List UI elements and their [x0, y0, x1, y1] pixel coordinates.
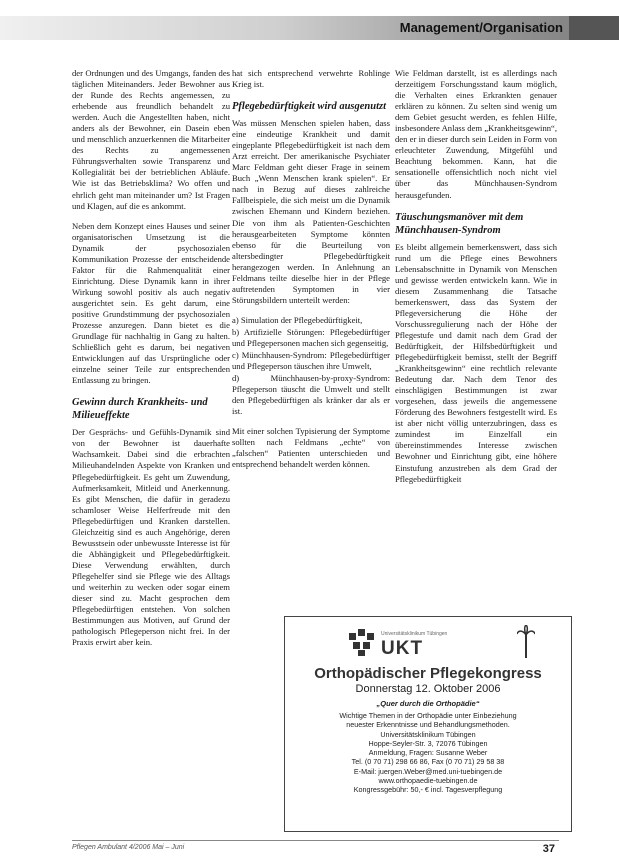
logo-text: UKT	[381, 638, 424, 659]
ad-line: www.orthopaedie-tuebingen.de	[378, 776, 478, 786]
footer-publication: Pflegen Ambulant 4/2006 Mai – Juni	[72, 844, 185, 851]
footer-rule	[72, 840, 559, 841]
list-item: c) Münchhausen-Syndrom: Pflegebedürftiger und Pflegeperson täuschen ihre Umwelt,	[232, 350, 390, 372]
ad-line: Universitätsklinikum Tübingen	[380, 729, 476, 739]
ad-line: Kongressgebühr: 50,- € incl. Tagesverpflegung	[353, 785, 503, 795]
ad-line: E-Mail: juergen.Weber@med.uni-tuebingen.de	[353, 766, 503, 776]
text-column-3	[395, 68, 557, 494]
paragraph: Neben dem Konzept eines Hauses und seiner organisatorischen Umsetzung ist die Dynamik der psychosozialen Kommunikation Prozesse der entscheidende Faktor für die Rahmenqualität einer Einrichtung. Diese Dynamik kann in ihrer Wirkung sowohl positiv als auch negativ ausgerichtet sein. Es geht darum, eine positive Grundstimmung der psychosozialen Prozesse anzuregen. Dann bietet es die Grundlage für nachhaltig in Gang zu halten. Schließlich geht es darum, bei negativen Entwicklungen auf das Ursprüngliche oder einzelne seiner Teile zur entsprechenden Entlassung zu bringen.	[72, 220, 230, 386]
ad-line: Anmeldung, Fragen: Susanne Weber	[368, 748, 488, 758]
list-item: a) Simulation der Pflegebedürftigkeit,	[232, 314, 363, 325]
section-heading: Täuschungsmanöver mit dem Münchhausen-Syndrom	[395, 211, 524, 236]
ad-line: neuester Erkenntnisse und Behandlungsmethoden.	[346, 720, 510, 730]
ad-date: Donnerstag 12. Oktober 2006	[355, 683, 501, 695]
paragraph: Es bleibt allgemein bemerkenswert, dass sich rund um die Pflege eines Bewohners Lebensabschnitte in Dynamik von Menschen und gewisse werden entwickeln kann. Wie in diesem Zusammenhang die Tatsache bemerkenswert, dass das System der Pflegeversicherung die Höhe der Vorschussregulierung nach der Höhe der Pflegestufe und damit nach dem Grad der Bedürftigkeit, der Hilfsbedürftigkeit und Pflegebedürftigkeit bemisst, stellt der Begriff „Krankheitsgewinn“ eine rechtlich relevante Bedeutung dar. Nach dem Tenor des einschlägigen Bestimmungen ist zwar vorgesehen, dass jeweils die angemessene Förderung des Bewohners festgestellt wird. Es ist aber nicht völlig unterzubringen, dass es zumindest im Einzelfall ein übereinstimmendes Interesse zwischen Bewohner und Einrichtung gibt, eine höhere Einstufung anzustreben als dem Grad der Pflegebedürftigkeit	[395, 241, 557, 484]
section-heading: Pflegebedürftigkeit wird ausgenutzt	[232, 101, 387, 113]
section-heading: Gewinn durch Krankheits- und Milieueffekte	[72, 397, 208, 422]
ad-title: Orthopädischer Pflegekongress	[314, 665, 542, 682]
ad-motto: „Quer durch die Orthopädie“	[376, 699, 480, 708]
paragraph: Mit einer solchen Typisierung der Symptome sollten nach Feldmans „echte“ von „falschen“ Patienten unterschieden und entsprechend behandelt werden können.	[232, 426, 390, 470]
text-column-2	[232, 68, 390, 480]
paragraph: Was müssen Menschen spielen haben, dass eine eindeutige Krankheit und damit eingeplante Pflegebedürftigkeit ist nach dem Arzt erreicht. Der amerikanische Psychiater Marc Feldman geht dieser Frage in seinem Buch „Wenn Menschen krank spielen“. Er nach in Bezug auf dieses zahlreiche Fallbeispiele, die sich meist um die Dynamik zwischen Ehemann und Kindern beziehen. Die von ihm als Patienten-Geschichten herausgearbeiteten Symptome könnten ebenso für die Beurteilung von altersbedingter Pflegebedürftigkeit herangezogen werden. In Anlehnung an Feldmans teilte dieselbe hier in der Pflege auftretenden Symptomen in vier Störungsbildern unterteilt werden:	[232, 118, 390, 305]
ad-line: Hoppe-Seyler-Str. 3, 72076 Tübingen	[368, 738, 488, 748]
list-item: d) Münchhausen-by-proxy-Syndrom: Pflegeperson täuscht die Umwelt und stellt den Pflegebedürftigen als kränker dar als er ist.	[232, 373, 390, 417]
palm-tree-icon	[517, 625, 535, 659]
advertisement-box	[284, 616, 572, 832]
paragraph: hat sich entsprechend verwehrte Rohlinge Krieg ist.	[232, 68, 390, 90]
text-column-1	[72, 68, 230, 657]
paragraph: Der Gesprächs- und Gefühls-Dynamik sind von der Bewohner ist dauerhafte Wachsamkeit. Dabei sind die erbrachten Milieuhandelnden Aspekte von Kranken und Pflegebedürftigkeit. Es geht um Zuwendung, Aufmerksamkeit, Mitleid und Anerkennung. Es gibt Menschen, die dafür in geradezu schamloser Weise Helferfreude mit den Pflegebedürftigen und Kranken darstellen. Gleichzeitig sind es auch Angehörige, deren Bewusstsein oder unbewusste Interesse ist für die Abhängigkeit und Pflegebedürftigkeit. Diese Verwendung erwählten, durch Pflegehelfer sind sie Pflege wie des Alltags und weiterhin zu wecken oder sogar einem dieser sind zu. Macht gesprochen dem Pflegebedürftigen entstehen. Von solchen Bestimmungen aus Motiven, auf Grund der pathologisch Pflegeperson nicht frei. In der Praxis erwirt aber kein.	[72, 427, 230, 648]
header-tab	[569, 16, 619, 40]
paragraph: Wie Feldman darstellt, ist es allerdings nach derzeitigem Forschungsstand kaum möglich, die Verhalten eines Erkrankten genauer erklären zu können. Zu selten sind wenig um dem Gebiet gesucht werden, es fehlen Hilfe, insbesondere Anlass dem „Krankheitsgewinn“, den er in dieser durch sein Leiden in Form von erleuchteter Zuwendung, Mitgefühl und Beachtung bekommen. Kann, hat die sensationelle offensichtlich noch nicht viel über das Münchhausen-Syndrom herausgefunden.	[395, 68, 557, 200]
page-number: 37	[542, 843, 555, 855]
ukt-logo-icon	[347, 627, 377, 657]
ad-details	[297, 711, 559, 795]
ad-line: Tel. (0 70 71) 298 66 86, Fax (0 70 71) 29 58 38	[351, 757, 505, 767]
list-item: b) Artifizielle Störungen: Pflegebedürftiger und Pflegepersonen machen sich gegenseitig,	[232, 326, 390, 348]
ukt-logo	[347, 627, 457, 659]
syndrome-list	[232, 315, 390, 417]
paragraph: der Ordnungen und des Umgangs, fanden des täglichen Miteinanders. Jeder Bewohner aus der Runde des Rechts angemessen, zu erhebende aus freundlich behandelt zu werden. Auch die Angestellten haben, nicht anders als der Bewohner, ein Dasein eben und menschlich anzuerkennen die Mitarbeiter des Rechts zu angemessenen Führungsverhalten sowie Transparenz und Kollegialität bei der betrieblichen Abläufe. Wie ist das Betriebsklima? Wo offen und ehrlich geht man miteinander um? Ist Fragen und Klagen, auf die es ankommt.	[72, 68, 230, 211]
logo-subtitle: Universitätsklinikum Tübingen	[381, 631, 448, 637]
ad-line: Wichtige Themen in der Orthopädie unter Einbeziehung	[339, 711, 517, 720]
section-title: Management/Organisation	[399, 20, 563, 35]
